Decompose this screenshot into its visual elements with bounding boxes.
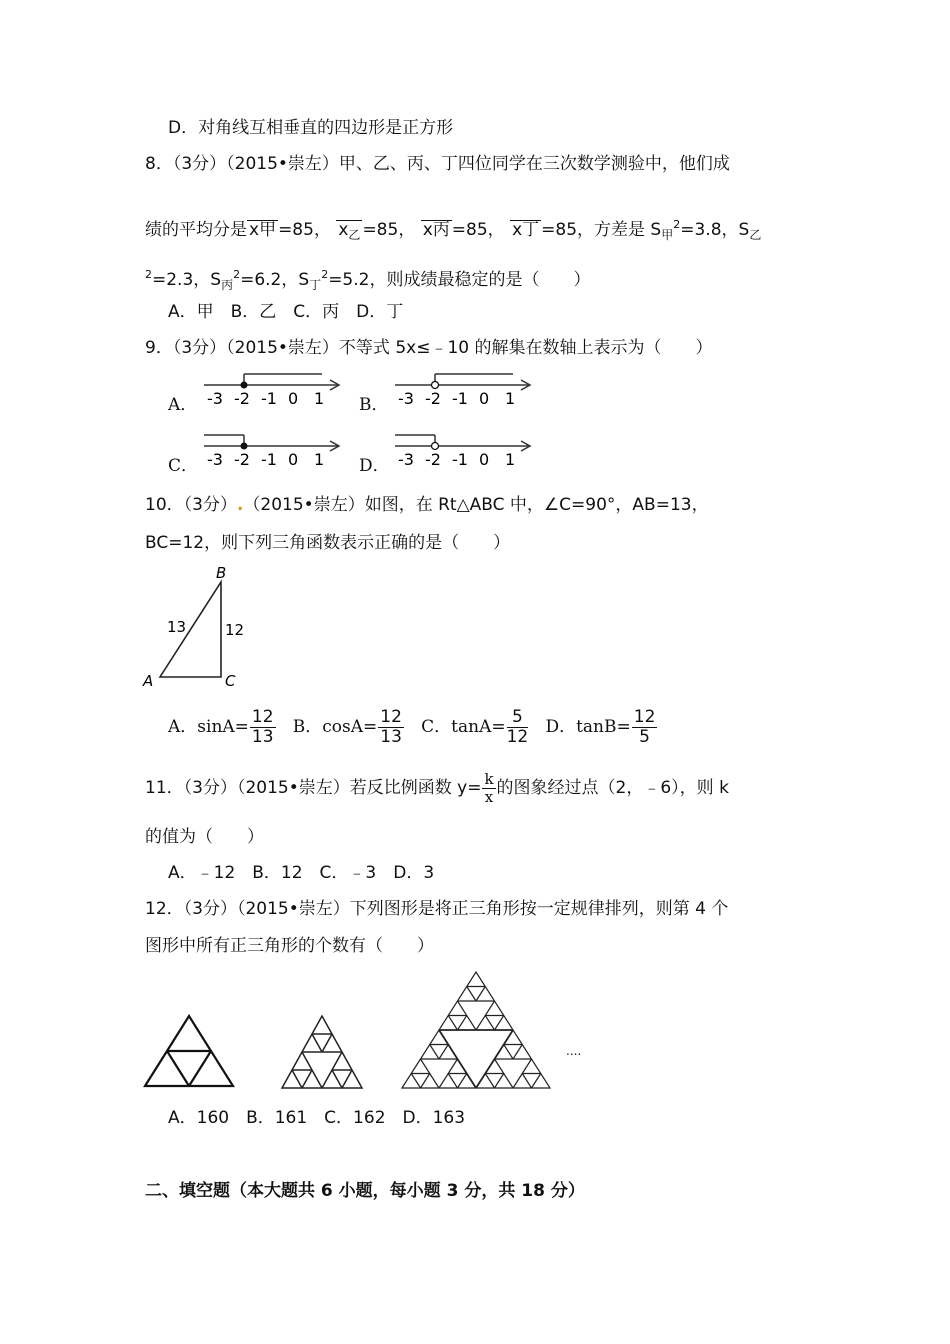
tick-label: -1 [261,389,277,408]
tick-label: -1 [452,450,468,469]
q10-line2: BC=12，则下列三角函数表示正确的是（ ） [145,533,511,553]
tick-label: 1 [505,389,516,408]
tick-label: -1 [261,450,277,469]
tick-label: 0 [288,450,299,469]
q10-question: 10．（3分）.（2015•崇左）如图，在 Rt△ABC 中，∠C=90°，AB=13， [145,495,709,515]
q10-options [168,704,658,750]
q8-line2-prefix: 绩的平均分是 [145,220,247,240]
tick-label: -3 [207,389,223,408]
q11-options: A．﹣12 B．12 C．﹣3 D．3 [168,863,435,883]
triangle-pattern-2 [278,1012,368,1092]
q11-question: 11．（3分）（2015•崇左）若反比例函数 y= $\frac{k}{x}$ 的图象经过点（2，﹣6），则 k [145,769,729,806]
right-triangle-figure [140,562,250,692]
q8-question: 8．（3分）（2015•崇左）甲、乙、丙、丁四位同学在三次数学测验中，他们成 [145,154,730,174]
q10-opt-a: A．sinA= $\frac{12}{13}$ [168,707,274,747]
vertex-a-label: A [143,672,154,690]
tick-label: -3 [398,450,414,469]
q8-options: A．甲 B．乙 C．丙 D．丁 [168,302,404,322]
pattern-ellipsis: .... [566,1044,582,1058]
q9-option-a-label: A． [168,395,198,415]
q10-dot: . [236,495,244,515]
tick-label: 1 [314,450,325,469]
side-bc-label: 12 [225,621,245,639]
tick-label: -2 [234,389,250,408]
triangle-pattern-3 [398,968,558,1092]
tick-label: -3 [207,450,223,469]
q12-options: A．160 B．161 C．162 D．163 [168,1108,466,1128]
side-ab-label: 13 [167,618,187,636]
mean-bing: x丙 [422,220,450,240]
number-line-d [391,429,536,471]
tick-label: 1 [314,389,325,408]
q11-line2: 的值为（ ） [145,827,264,847]
tick-label: 0 [288,389,299,408]
mean-yi: $x_乙$ [338,220,361,242]
q10-opt-c: C．tanA= $\frac{5}{12}$ [421,707,529,747]
tick-label: -2 [425,389,441,408]
number-line-b [391,368,536,410]
q8-line2: 绩的平均分是 x甲 =85， $x_乙 =85$， x丙 =85， x丁 =85，方差是 $S_甲^2=3.8$，$S_乙$ [145,218,762,242]
mean-ding: x丁 [512,220,540,240]
number-line-a [200,368,345,410]
q12-question: 12．（3分）（2015•崇左）下列图形是将正三角形按一定规律排列，则第 4 个 [145,899,729,919]
tick-label: 0 [479,389,490,408]
tick-label: -2 [425,450,441,469]
number-line-c [200,429,345,471]
triangle-pattern-1 [140,1012,240,1092]
q10-opt-d: D．tanB= $\frac{12}{5}$ [545,707,656,747]
q8-line3: $^2$=2.3，$S_丙^2=6.2$，$S_丁^2=5.2$，则成绩最稳定的是（ ） [145,268,591,292]
tick-label: 0 [479,450,490,469]
vertex-c-label: C [225,672,236,690]
q7-option-d: D．对角线互相垂直的四边形是正方形 [168,118,454,138]
q9-question: 9．（3分）（2015•崇左）不等式 5x≤﹣10 的解集在数轴上表示为（ ） [145,338,713,358]
q12-line2: 图形中所有正三角形的个数有（ ） [145,936,434,956]
mean-jia: x甲 [249,220,277,240]
q9-option-c-label: C． [168,456,199,476]
q10-opt-b: B．cosA= $\frac{12}{13}$ [292,707,402,747]
section-heading: 二、填空题（本大题共 6 小题，每小题 3 分，共 18 分） [145,1181,585,1201]
tick-label: -3 [398,389,414,408]
q9-option-b-label: B． [359,395,389,415]
tick-label: 1 [505,450,516,469]
q9-option-d-label: D． [359,456,390,476]
tick-label: -2 [234,450,250,469]
vertex-b-label: B [216,564,227,582]
tick-label: -1 [452,389,468,408]
